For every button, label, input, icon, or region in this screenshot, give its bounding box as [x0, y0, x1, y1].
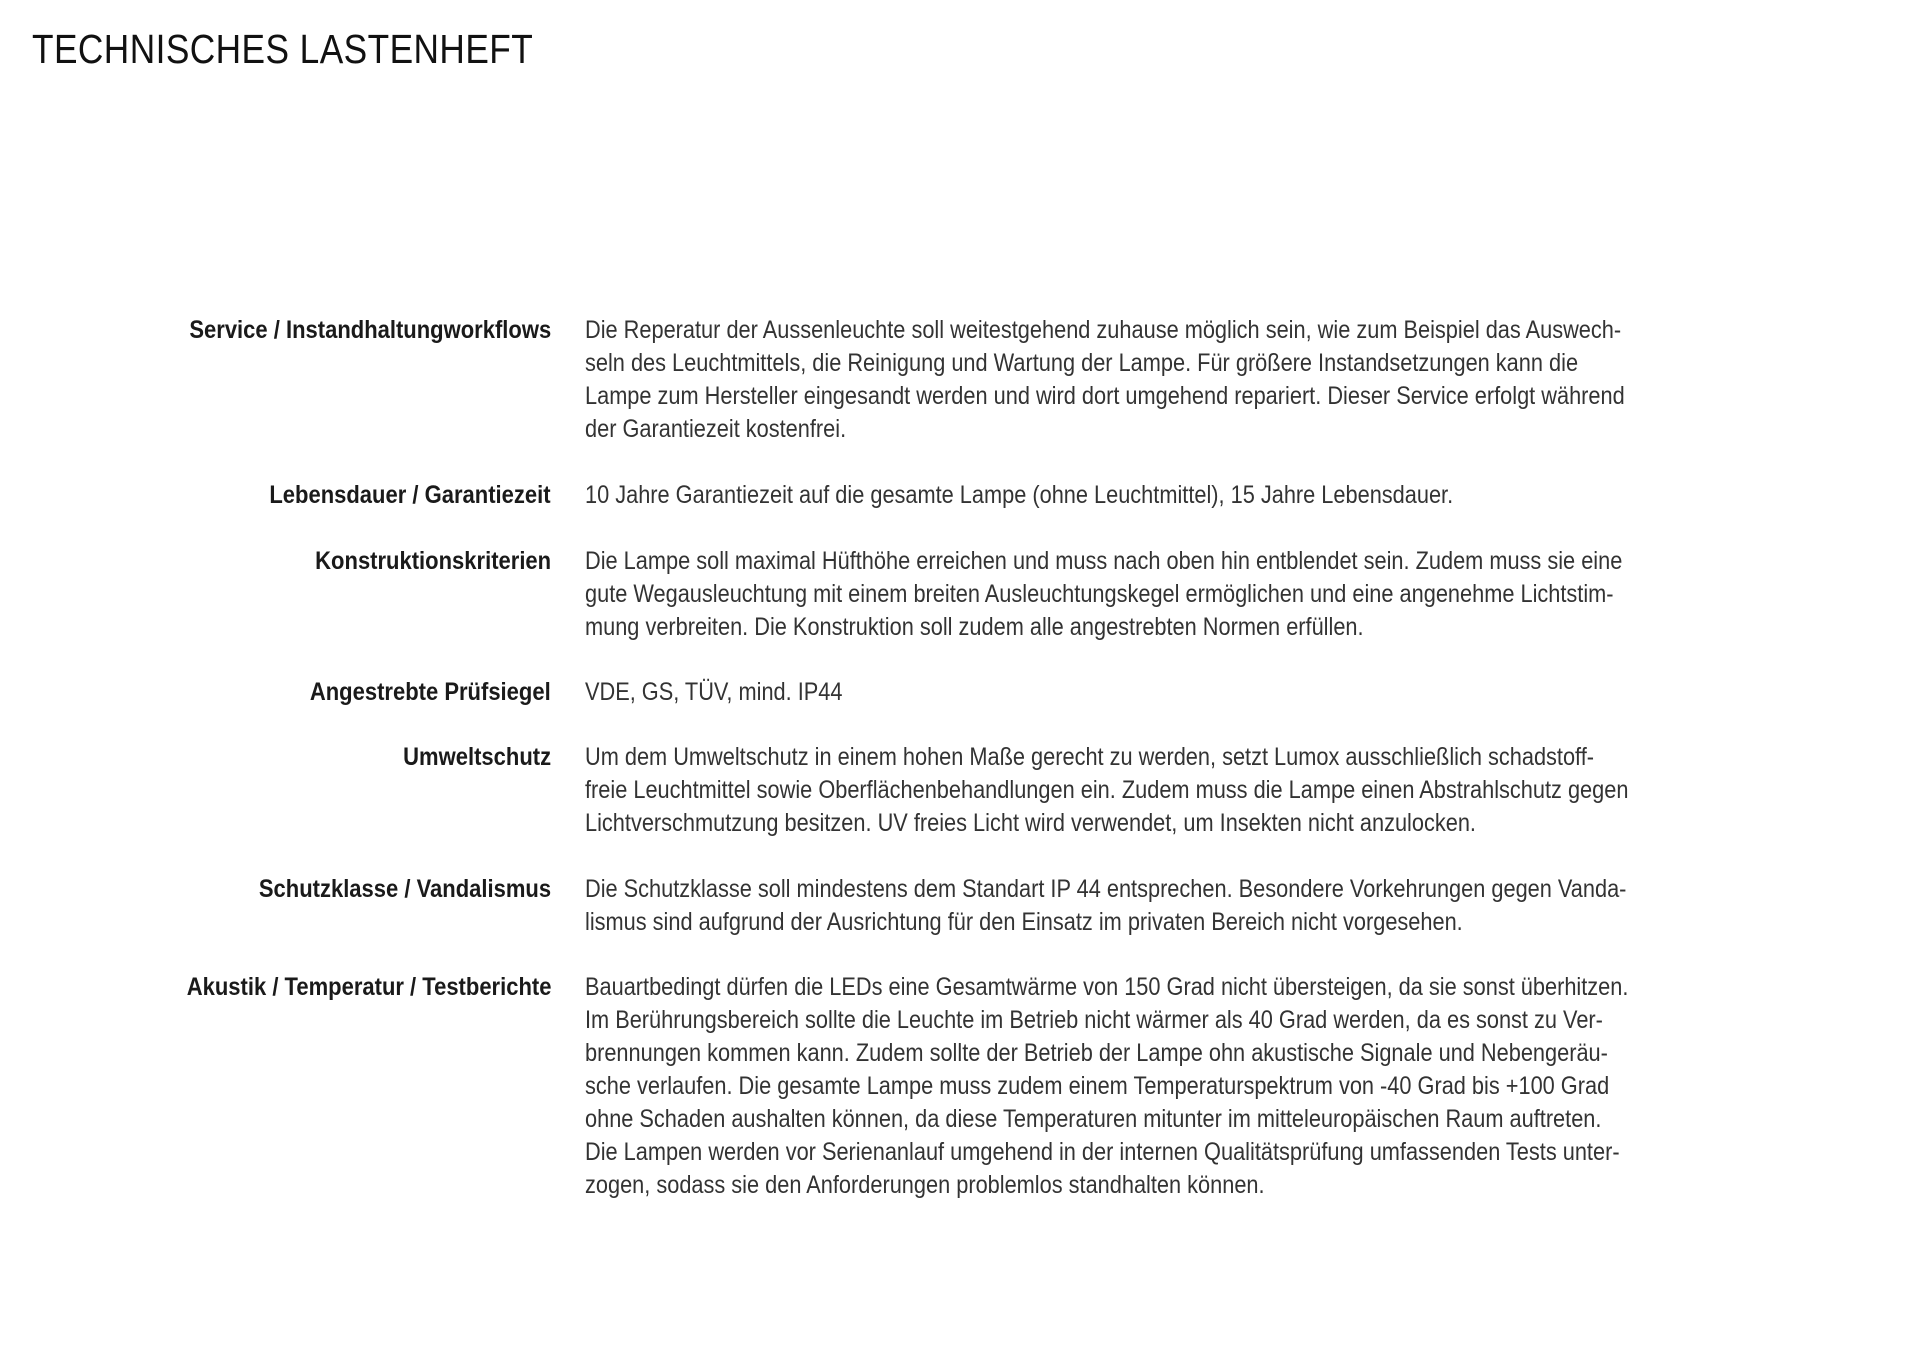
spec-line: seln des Leuchtmittels, die Reinigung und Wartung der Lampe. Für größere Instandsetzungen kann die	[585, 349, 1579, 377]
spec-label: Umweltschutz	[403, 743, 551, 771]
spec-label: Akustik / Temperatur / Testberichte	[186, 973, 551, 1001]
spec-label: Lebensdauer / Garantiezeit	[269, 481, 551, 509]
spec-line: ohne Schaden aushalten können, da diese Temperaturen mitunter im mitteleuropäischen Raum auftreten.	[585, 1105, 1602, 1133]
spec-line: Die Lampen werden vor Serienanlauf umgehend in der internen Qualitätsprüfung umfassenden Tests unter-	[585, 1138, 1620, 1166]
spec-label: Angestrebte Prüfsiegel	[310, 678, 551, 706]
spec-line: lismus sind aufgrund der Ausrichtung für den Einsatz im privaten Bereich nicht vorgesehen.	[585, 908, 1463, 936]
spec-line: Um dem Umweltschutz in einem hohen Maße gerecht zu werden, setzt Lumox ausschließlich schadstoff-	[585, 743, 1594, 771]
spec-line: VDE, GS, TÜV, mind. IP44	[585, 678, 843, 706]
spec-line: 10 Jahre Garantiezeit auf die gesamte Lampe (ohne Leuchtmittel), 15 Jahre Lebensdauer.	[585, 481, 1454, 509]
spec-line: Die Reperatur der Aussenleuchte soll weitestgehend zuhause möglich sein, wie zum Beispiel das Auswech-	[585, 316, 1622, 344]
spec-body	[585, 676, 1895, 709]
spec-label: Service / Instandhaltungworkflows	[189, 316, 551, 344]
spec-line: Lampe zum Hersteller eingesandt werden und wird dort umgehend repariert. Dieser Service erfolgt während	[585, 382, 1625, 410]
spec-body	[585, 741, 1895, 840]
spec-line: freie Leuchtmittel sowie Oberflächenbehandlungen ein. Zudem muss die Lampe einen Abstrahlschutz gegen	[585, 776, 1629, 804]
spec-line: Im Berührungsbereich sollte die Leuchte im Betrieb nicht wärmer als 40 Grad werden, da es sonst zu Ver-	[585, 1006, 1603, 1034]
spec-body	[585, 971, 1895, 1202]
spec-line: Lichtverschmutzung besitzen. UV freies Licht wird verwendet, um Insekten nicht anzulocken.	[585, 809, 1476, 837]
spec-body	[585, 873, 1895, 939]
spec-line: sche verlaufen. Die gesamte Lampe muss zudem einem Temperaturspektrum von -40 Grad bis +100 Grad	[585, 1072, 1610, 1100]
spec-line: Die Lampe soll maximal Hüfthöhe erreichen und muss nach oben hin entblendet sein. Zudem muss sie eine	[585, 547, 1623, 575]
spec-line: Bauartbedingt dürfen die LEDs eine Gesamtwärme von 150 Grad nicht übersteigen, da sie sonst überhitzen.	[585, 973, 1629, 1001]
spec-label: Schutzklasse / Vandalismus	[258, 875, 551, 903]
spec-line: mung verbreiten. Die Konstruktion soll zudem alle angestrebten Normen erfüllen.	[585, 613, 1364, 641]
spec-body	[585, 314, 1895, 446]
spec-label: Konstruktionskriterien	[315, 547, 551, 575]
spec-line: zogen, sodass sie den Anforderungen problemlos standhalten können.	[585, 1171, 1265, 1199]
page-title: TECHNISCHES LASTENHEFT	[32, 26, 534, 72]
spec-line: Die Schutzklasse soll mindestens dem Standart IP 44 entsprechen. Besondere Vorkehrungen gegen Vanda-	[585, 875, 1627, 903]
spec-body	[585, 545, 1895, 644]
spec-line: brennungen kommen kann. Zudem sollte der Betrieb der Lampe ohn akustische Signale und Nebengeräu-	[585, 1039, 1608, 1067]
spec-body	[585, 479, 1895, 512]
spec-line: gute Wegausleuchtung mit einem breiten Ausleuchtungskegel ermöglichen und eine angenehme Lichtstim-	[585, 580, 1614, 608]
spec-line: der Garantiezeit kostenfrei.	[585, 415, 847, 443]
